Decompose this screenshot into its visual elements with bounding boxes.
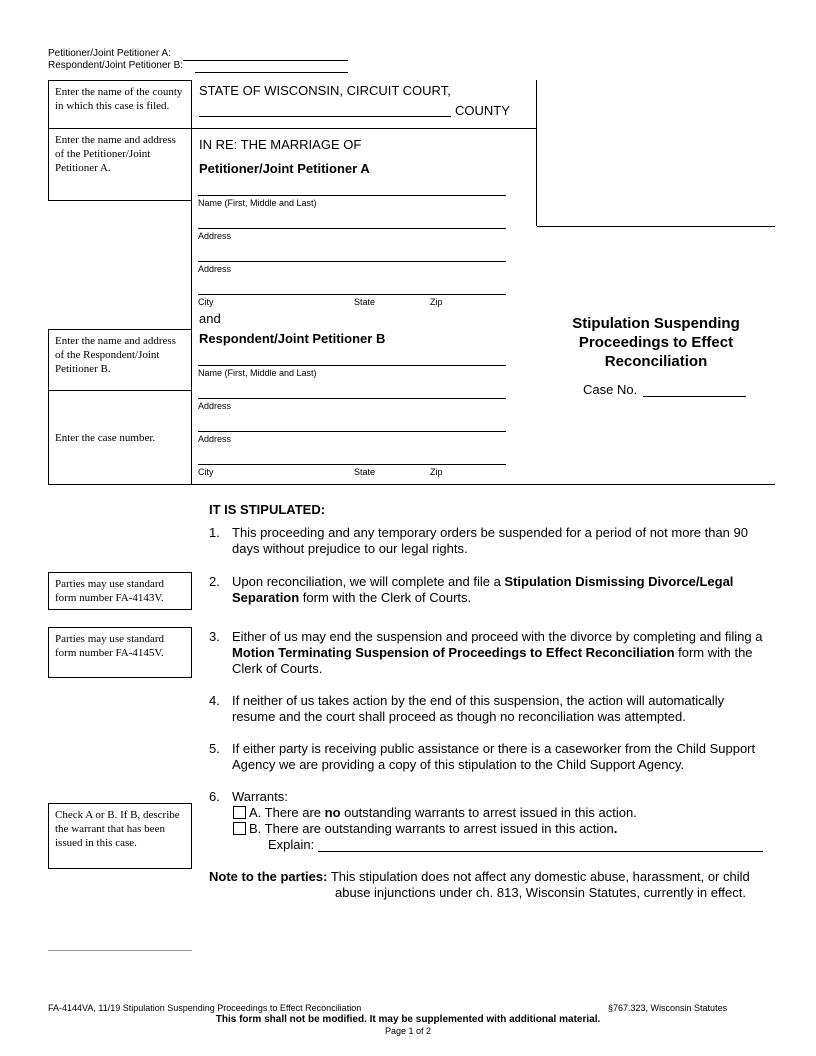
warrant-option-b[interactable]: B. There are outstanding warrants to arrest issued in this action. xyxy=(233,821,617,837)
stipulation-item-3 xyxy=(209,629,769,677)
respondent-address2-line[interactable] xyxy=(198,431,506,432)
footer-page: Page 1 of 2 xyxy=(384,1026,432,1036)
respondent-zip-label: Zip xyxy=(430,467,443,477)
respondent-header-label: Respondent/Joint Petitioner B: xyxy=(48,60,184,71)
form-title-line2: Proceedings to Effect xyxy=(578,334,734,351)
respondent-city-label: City xyxy=(198,467,214,477)
item-number: 5. xyxy=(209,741,220,756)
note-line2: abuse injunctions under ch. 813, Wisconsin Statutes, currently in effect. xyxy=(335,885,746,900)
county-label: COUNTY xyxy=(455,103,510,118)
petitioner-state-label: State xyxy=(354,297,376,307)
petitioner-header-line[interactable] xyxy=(183,60,348,61)
stipulation-item-6 xyxy=(209,789,769,805)
court-title: STATE OF WISCONSIN, CIRCUIT COURT, xyxy=(199,83,451,98)
caption-right-border xyxy=(536,80,537,226)
form-reference: Motion Terminating Suspension of Proceedings to Effect Reconciliation xyxy=(232,645,675,660)
petitioner-zip-label: Zip xyxy=(430,297,443,307)
footer-statute: §767.323, Wisconsin Statutes xyxy=(608,1003,728,1013)
caption-mid-line xyxy=(191,128,536,129)
stipulation-item-5 xyxy=(209,741,769,773)
respondent-address2-label: Address xyxy=(198,434,232,444)
form-title xyxy=(546,314,766,371)
respondent-header-line[interactable] xyxy=(195,72,348,73)
caption-left-border xyxy=(191,80,192,485)
item-text: Warrants: xyxy=(232,789,288,804)
item-number: 3. xyxy=(209,629,220,644)
respondent-name-line[interactable] xyxy=(198,365,506,366)
case-number-hint-box xyxy=(48,390,192,485)
petitioner-address1-label: Address xyxy=(198,231,232,241)
fa4143-note-box xyxy=(48,572,192,610)
form-title-line3: Reconciliation xyxy=(604,353,708,370)
form-reference: Stipulation Dismissing Divorce/Legal Separation xyxy=(232,574,734,605)
county-hint-text: Enter the name of the county in which this case is filed. xyxy=(55,86,183,112)
item-text: If either party is receiving public assistance or there is a caseworker from the Child Support Agency we are providing a copy of this stipulation to the Child Support Agency. xyxy=(232,741,756,772)
item-text: This proceeding and any temporary orders be suspended for a period of not more than 90 days without prejudice to our legal rights. xyxy=(232,525,748,556)
respondent-hint-box xyxy=(48,329,192,391)
stipulation-item-1 xyxy=(209,525,769,557)
respondent-heading: Respondent/Joint Petitioner B xyxy=(199,331,386,346)
petitioner-heading: Petitioner/Joint Petitioner A xyxy=(199,161,370,176)
footer-notice: This form shall not be modified. It may be supplemented with additional material. xyxy=(215,1014,601,1025)
form-title-line1: Stipulation Suspending xyxy=(572,315,740,332)
case-number-hint-text: Enter the case number. xyxy=(55,432,156,444)
warrant-b-checkbox[interactable] xyxy=(233,822,246,835)
in-re-label: IN RE: THE MARRIAGE OF xyxy=(199,137,362,152)
petitioner-header-label: Petitioner/Joint Petitioner A: xyxy=(48,48,171,59)
petitioner-address1-line[interactable] xyxy=(198,228,506,229)
respondent-address1-label: Address xyxy=(198,401,232,411)
petitioner-name-label: Name (First, Middle and Last) xyxy=(198,198,317,208)
note-label: Note to the parties: xyxy=(209,869,328,884)
item-number: 1. xyxy=(209,525,220,540)
county-name-line[interactable] xyxy=(199,116,451,117)
respondent-state-label: State xyxy=(354,467,376,477)
county-hint-box xyxy=(48,80,192,129)
item-number: 6. xyxy=(209,789,220,804)
item-text: Either of us may end the suspension and proceed with the divorce by completing and filing a Motion Terminating Suspension of Proceedings to Effect Reconciliation form with the Clerk of Courts. xyxy=(232,629,763,676)
explain-line[interactable] xyxy=(318,851,763,852)
and-label: and xyxy=(199,311,221,326)
item-text: If neither of us takes action by the end of this suspension, the action will automatically resume and the court shall proceed as though no reconciliation was attempted. xyxy=(232,693,725,724)
warrant-note-text: Check A or B. If B, describe the warrant that has been issued in this case. xyxy=(55,809,180,849)
caption-bottom-line xyxy=(48,484,775,485)
petitioner-city-label: City xyxy=(198,297,214,307)
signature-divider xyxy=(48,950,192,951)
stipulation-item-4 xyxy=(209,693,769,725)
item-text: Upon reconciliation, we will complete and file a Stipulation Dismissing Divorce/Legal Separation form with the Clerk of Courts. xyxy=(232,574,734,605)
stipulated-heading: IT IS STIPULATED: xyxy=(209,502,326,517)
warrant-option-a[interactable]: A. There are no outstanding warrants to arrest issued in this action. xyxy=(233,805,637,821)
fa4145-note-text: Parties may use standard form number FA-4145V. xyxy=(55,633,165,659)
note-to-parties xyxy=(209,869,779,885)
footer-form-id: FA-4144VA, 11/19 Stipulation Suspending Proceedings to Effect Reconciliation xyxy=(48,1003,362,1013)
fa4143-note-text: Parties may use standard form number FA-4143V. xyxy=(55,578,165,604)
item-number: 4. xyxy=(209,693,220,708)
case-no-label: Case No. xyxy=(583,382,638,397)
petitioner-name-line[interactable] xyxy=(198,195,506,196)
respondent-address1-line[interactable] xyxy=(198,398,506,399)
warrant-a-checkbox[interactable] xyxy=(233,806,246,819)
petitioner-hint-box xyxy=(48,128,192,201)
fa4145-note-box xyxy=(48,627,192,678)
item-number: 2. xyxy=(209,574,220,589)
petitioner-hint-text: Enter the name and address of the Petitioner/Joint Petitioner A. xyxy=(55,134,176,174)
stipulation-item-2 xyxy=(209,574,769,606)
explain-label: Explain: xyxy=(268,837,315,852)
note-line1: This stipulation does not affect any domestic abuse, harassment, or child xyxy=(330,869,750,884)
respondent-city-line[interactable] xyxy=(198,464,506,465)
caption-title-underline xyxy=(537,226,775,227)
respondent-name-label: Name (First, Middle and Last) xyxy=(198,368,317,378)
warrant-note-box xyxy=(48,803,192,869)
case-no-line[interactable] xyxy=(643,396,746,397)
respondent-hint-text: Enter the name and address of the Respondent/Joint Petitioner B. xyxy=(55,335,176,375)
petitioner-address2-label: Address xyxy=(198,264,232,274)
petitioner-address2-line[interactable] xyxy=(198,261,506,262)
petitioner-city-line[interactable] xyxy=(198,294,506,295)
